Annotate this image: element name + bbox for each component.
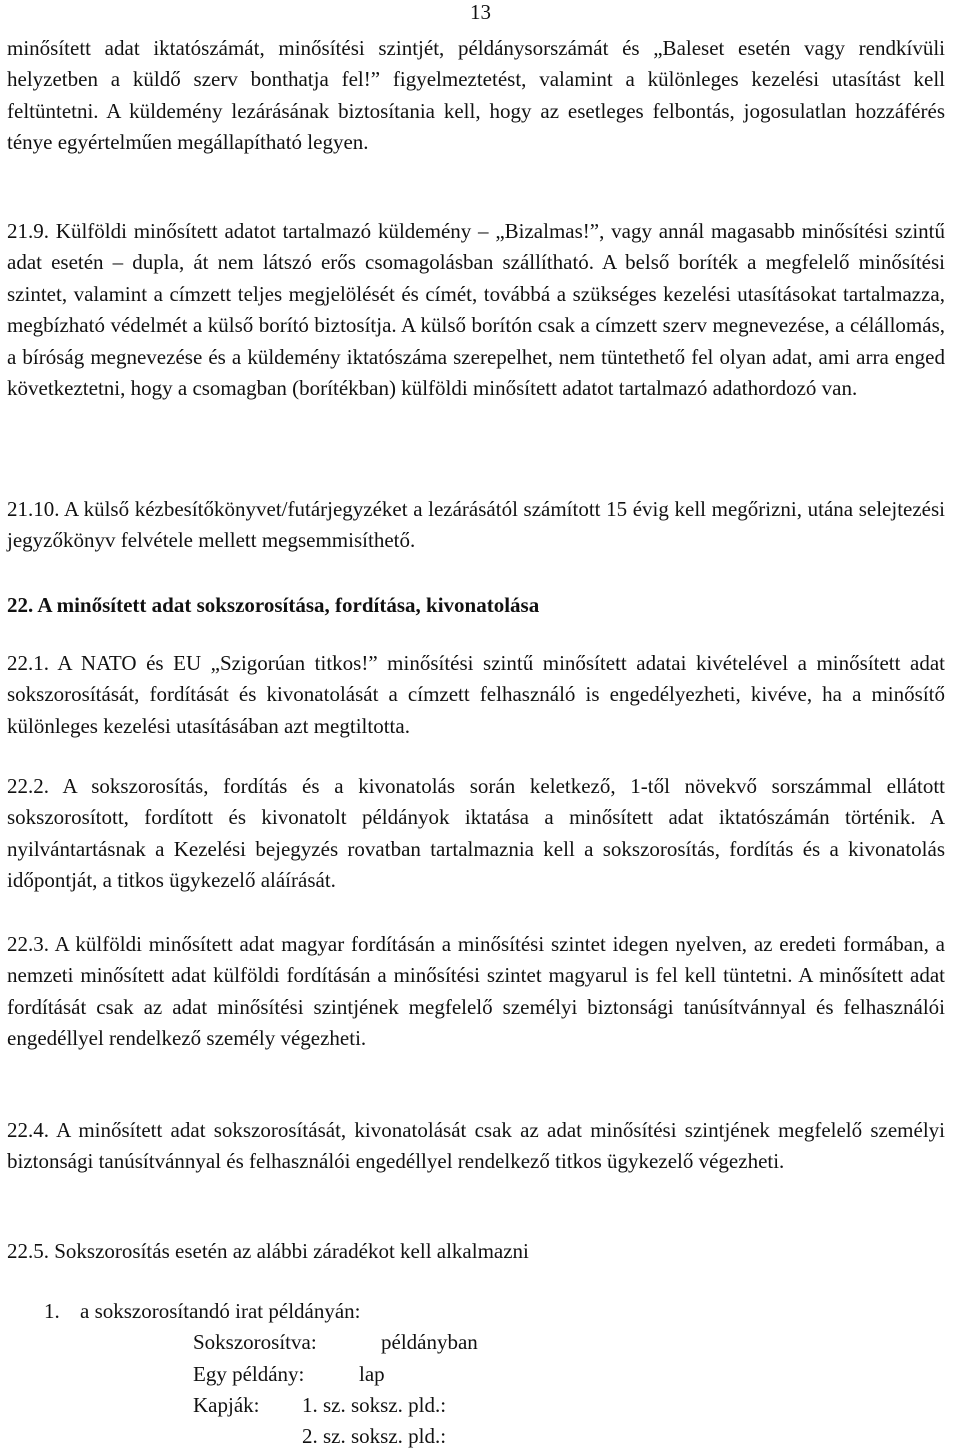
list-item-text: a sokszorosítandó irat példányán: (80, 1299, 361, 1323)
page-number: 13 (470, 0, 491, 24)
paragraph-21-9: 21.9. Külföldi minősített adatot tartalmazó küldemény – „Bizalmas!”, vagy annál magasabb minősítési szintű adat esetén – dupla, át nem látszó erős csomagolásban szállítható. A belső boríték a megfelelő minősítési szintet, valamint a címzett teljes megjelölését és címét, továbbá a szükséges kezelési utasításokat tartalmazza, megbízható védelmét a külső borító biztosítja. A külső borítón csak a címzett szerv megnevezése, a célállomás, a bíróság megnevezése és a küldemény iktatószáma szerepelhet, nem tüntethető fel olyan adat, ami arra enged következtetni, hogy a csomagban (borítékban) külföldi minősített adatot tartalmazó adathordozó van. (7, 219, 945, 401)
paragraph-intro: minősített adat iktatószámát, minősítési szintjét, példánysorszámát és „Baleset esetén vagy rendkívüli helyzetben a küldő szerv bonthatja fel!” figyelmeztetést, valamint a különleges kezelési utasítást kell feltüntetni. A küldemény lezárásának biztosítania kell, hogy az esetleges felbontás, jogosulatlan hozzáférés ténye egyértelműen megállapítható legyen. (7, 36, 945, 155)
paragraph-21-10: 21.10. A külső kézbesítőkönyvet/futárjegyzéket a lezárásától számított 15 évig kell megőrizni, utána selejtezési jegyzőkönyv felvétele mellett megsemmisíthető. (7, 497, 945, 553)
paragraph-22-2: 22.2. A sokszorosítás, fordítás és a kivonatolás során keletkező, 1-től növekvő sorszámmal ellátott sokszorosított, fordított és kivonatolt példányok iktatása a minősített adat iktatószámán történik. A nyilvántartásnak a Kezelési bejegyzés rovatban tartalmaznia kell a sokszorosítás, fordítás és a kivonatolás időpontját, a titkos ügykezelő aláírását. (7, 774, 945, 893)
egy-peldany-label: Egy példány: (193, 1362, 305, 1386)
section-heading-22: 22. A minősített adat sokszorosítása, fordítása, kivonatolása (7, 593, 540, 617)
sokszorositva-label: Sokszorosítva: (193, 1330, 317, 1354)
list-item-number: 1. (44, 1299, 60, 1323)
sokszorositva-value: példányban (381, 1330, 478, 1354)
egy-peldany-value: lap (359, 1362, 385, 1386)
paragraph-22-1: 22.1. A NATO és EU „Szigorúan titkos!” minősítési szintű minősített adatai kivételével a minősített adat sokszorosítását, fordítását és kivonatolását a címzett felhasználó is engedélyezheti, kivéve, ha a minősítő különleges kezelési utasításában azt megtiltotta. (7, 651, 945, 738)
paragraph-22-4: 22.4. A minősített adat sokszorosítását, kivonatolását csak az adat minősítési szintjének megfelelő személyi biztonsági tanúsítvánnyal és felhasználói engedéllyel rendelkező titkos ügykezelő végezheti. (7, 1118, 945, 1174)
kapjak-item-1: 1. sz. soksz. pld.: (302, 1393, 447, 1417)
paragraph-22-3: 22.3. A külföldi minősített adat magyar fordításán a minősítési szintet idegen nyelven, az eredeti formában, a nemzeti minősített adat külföldi fordításán a minősítési szintet magyarul is fel kell tüntetni. A minősített adat fordítását csak az adat minősítési szintjének megfelelő személyi biztonsági tanúsítvánnyal és felhasználói engedéllyel rendelkező személy végezheti. (7, 932, 945, 1051)
kapjak-item-2: 2. sz. soksz. pld.: (302, 1424, 447, 1448)
paragraph-22-5: 22.5. Sokszorosítás esetén az alábbi záradékot kell alkalmazni (7, 1239, 529, 1263)
kapjak-label: Kapják: (193, 1393, 260, 1417)
